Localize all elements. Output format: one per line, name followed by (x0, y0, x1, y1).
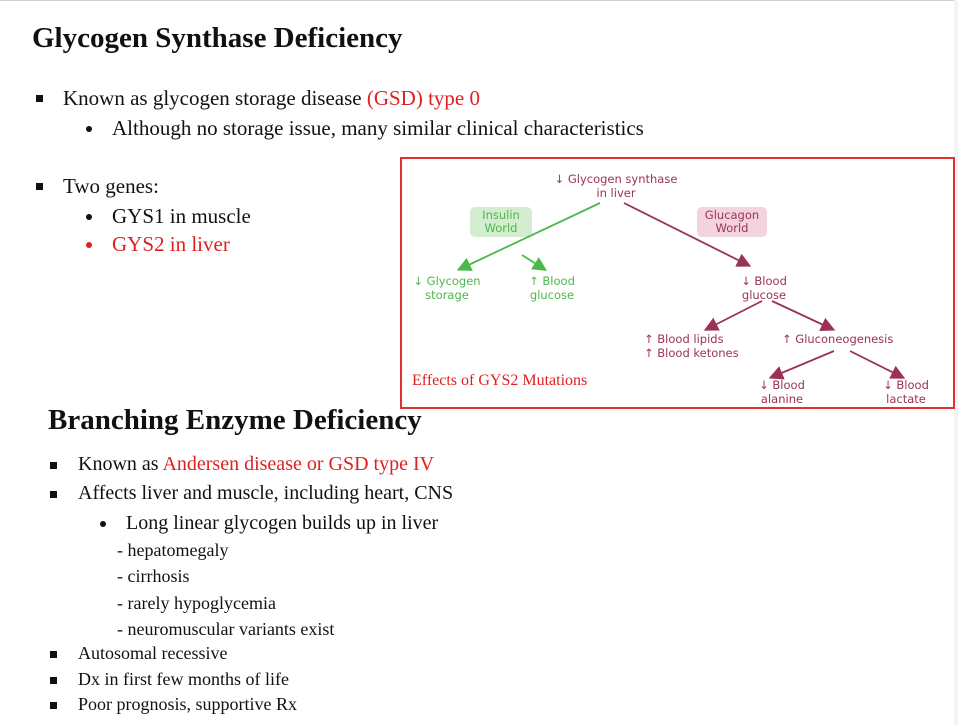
glucagon-world-line2: World (715, 221, 749, 235)
glucagon-world-line1: Glucagon (704, 208, 760, 222)
detail-cirrhosis: - cirrhosis (117, 566, 190, 586)
diagram-caption: Effects of GYS2 Mutations (412, 372, 588, 389)
arrow-to-lipids (707, 301, 762, 329)
top-node-line2: in liver (596, 186, 636, 200)
branching-bullet-autosomal: Autosomal recessive (78, 643, 228, 663)
bullet-dot (86, 126, 92, 132)
diagram-canvas (402, 159, 953, 407)
bullet-dot-red (86, 242, 92, 248)
lactate-line2: lactate (886, 392, 926, 406)
blood-glucose-up-line2: glucose (529, 288, 575, 302)
blood-glucose-down-line2: glucose (741, 288, 787, 302)
arrow-to-lactate (850, 351, 902, 377)
gys2-effects-diagram (400, 157, 955, 409)
bullet-square (50, 462, 57, 469)
arrow-to-gluconeogenesis (772, 301, 832, 329)
branching-title: Branching Enzyme Deficiency (48, 404, 422, 436)
alanine-line1: ↓ Blood (759, 378, 805, 392)
branching-bullet-dx: Dx in first few months of life (78, 669, 289, 689)
gsd0-bullet-known-as (63, 86, 480, 111)
bullet-square (50, 702, 57, 709)
gene-gys1: GYS1 in muscle (112, 204, 251, 228)
bullet-dot (100, 521, 106, 527)
branching-known-as-highlight: Andersen disease or GSD type IV (162, 453, 435, 475)
gene-gys2: GYS2 in liver (112, 232, 230, 256)
top-divider (0, 0, 958, 1)
lipids-line2: ↑ Blood ketones (644, 346, 739, 360)
gsd0-known-as-text: Known as glycogen storage disease (63, 86, 367, 110)
gsd0-known-as-highlight: (GSD) type 0 (366, 86, 480, 110)
blood-glucose-up-line1: ↑ Blood (529, 274, 575, 288)
arrow-to-blood-glucose-up (522, 255, 544, 269)
detail-hepatomegaly: - hepatomegaly (117, 540, 229, 560)
branching-bullet-affects: Affects liver and muscle, including heart, CNS (78, 482, 454, 504)
alanine-line2: alanine (760, 392, 804, 406)
top-node-line1: ↓ Glycogen synthase (554, 172, 678, 186)
insulin-world-line2: World (484, 221, 518, 235)
detail-hypoglycemia: - rarely hypoglycemia (117, 593, 276, 613)
gsd0-sub-bullet: Although no storage issue, many similar clinical characteristics (112, 116, 644, 140)
gluconeogenesis-label: ↑ Gluconeogenesis (782, 332, 894, 346)
glycogen-storage-line2: storage (425, 288, 469, 302)
glycogen-storage-line1: ↓ Glycogen (413, 274, 481, 288)
lipids-line1: ↑ Blood lipids (644, 332, 724, 346)
gsd0-bullet-two-genes: Two genes: (63, 174, 159, 198)
bullet-dot (86, 214, 92, 220)
bullet-square (50, 491, 57, 498)
detail-neuromuscular: - neuromuscular variants exist (117, 619, 335, 639)
insulin-world-line1: Insulin (482, 208, 520, 222)
branching-bullet-known-as (78, 453, 434, 476)
branching-sub-bullet: Long linear glycogen builds up in liver (126, 512, 439, 534)
page-title: Glycogen Synthase Deficiency (32, 22, 403, 54)
arrow-to-alanine (772, 351, 834, 377)
lactate-line1: ↓ Blood (883, 378, 929, 392)
bullet-square (50, 677, 57, 684)
branching-known-as-text: Known as (78, 453, 163, 475)
bullet-square (36, 183, 43, 190)
blood-glucose-down-line1: ↓ Blood (741, 274, 787, 288)
bullet-square (36, 95, 43, 102)
branching-bullet-prognosis: Poor prognosis, supportive Rx (78, 694, 298, 714)
bullet-square (50, 651, 57, 658)
